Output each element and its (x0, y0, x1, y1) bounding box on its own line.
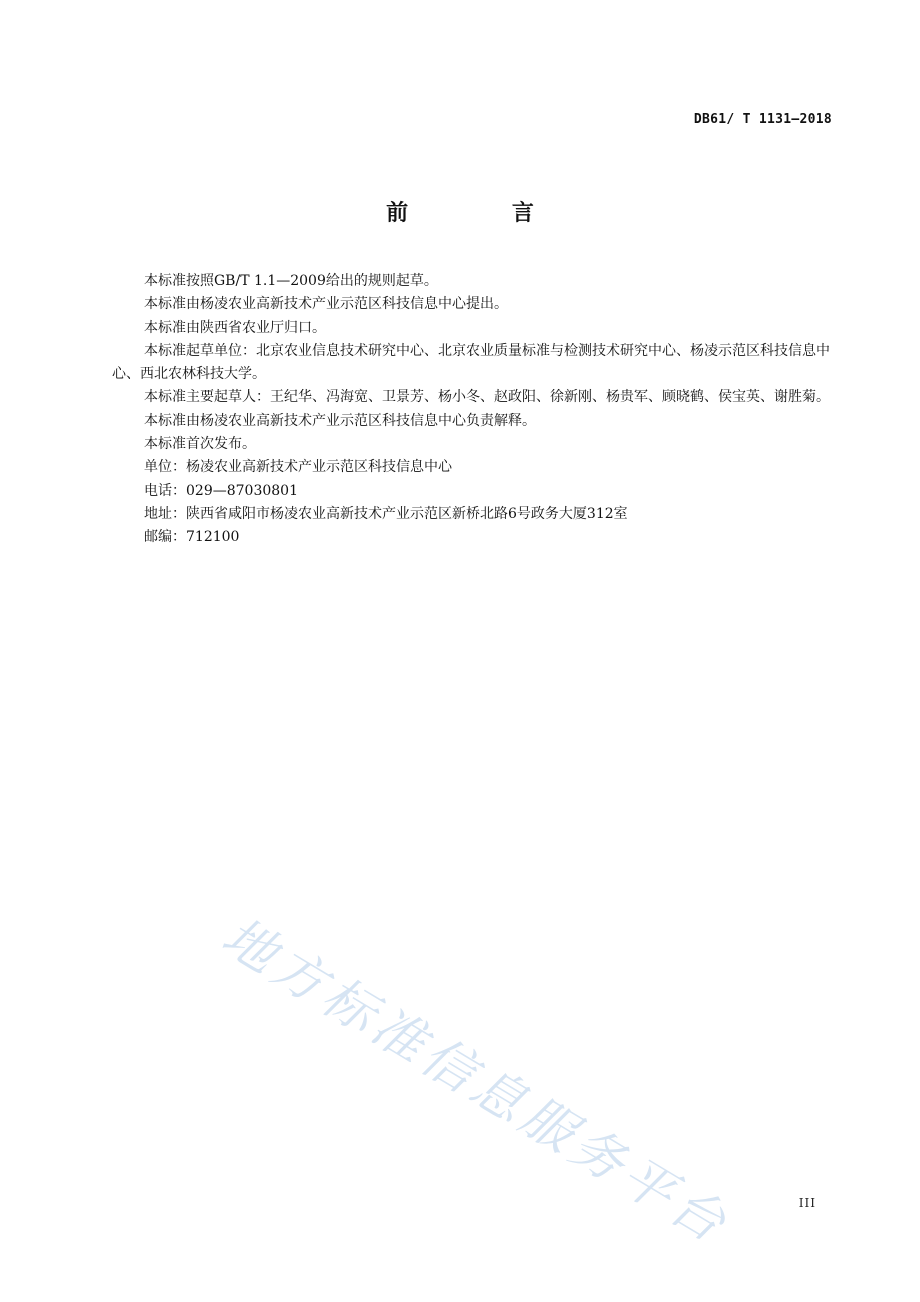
paragraph-proposer: 本标准由杨凌农业高新技术产业示范区科技信息中心提出。 (144, 296, 508, 313)
paragraph-postcode: 邮编：712100 (144, 529, 240, 546)
paragraph-drafters: 本标准主要起草人：王纪华、冯海宽、卫景芳、杨小冬、赵政阳、徐新刚、杨贵军、顾晓鹤、侯宝英、谢胜菊。 (144, 389, 830, 406)
paragraph-address: 地址：陕西省咸阳市杨凌农业高新技术产业示范区新桥北路6号政务大厦312室 (144, 505, 628, 522)
paragraph-first-release: 本标准首次发布。 (144, 436, 256, 453)
paragraph-drafting-units: 本标准起草单位：北京农业信息技术研究中心、北京农业质量标准与检测技术研究中心、杨凌示范区科技信息中心、西北农林科技大学。 (112, 342, 830, 383)
paragraph-interpretation: 本标准由杨凌农业高新技术产业示范区科技信息中心负责解释。 (144, 412, 536, 429)
foreword-body (112, 270, 832, 550)
document-code: DB61/ T 1131—2018 (693, 112, 832, 127)
page-title: 前 言 (386, 201, 582, 226)
watermark: 地方标准信息服务平台 (211, 906, 740, 1257)
paragraph-drafting-rules: 本标准按照GB/T 1.1—2009给出的规则起草。 (144, 273, 438, 289)
paragraph-unit: 单位：杨凌农业高新技术产业示范区科技信息中心 (144, 459, 452, 476)
paragraph-centralized: 本标准由陕西省农业厅归口。 (144, 319, 326, 336)
paragraph-phone: 电话：029—87030801 (144, 482, 298, 499)
page-number: III (798, 1196, 816, 1210)
